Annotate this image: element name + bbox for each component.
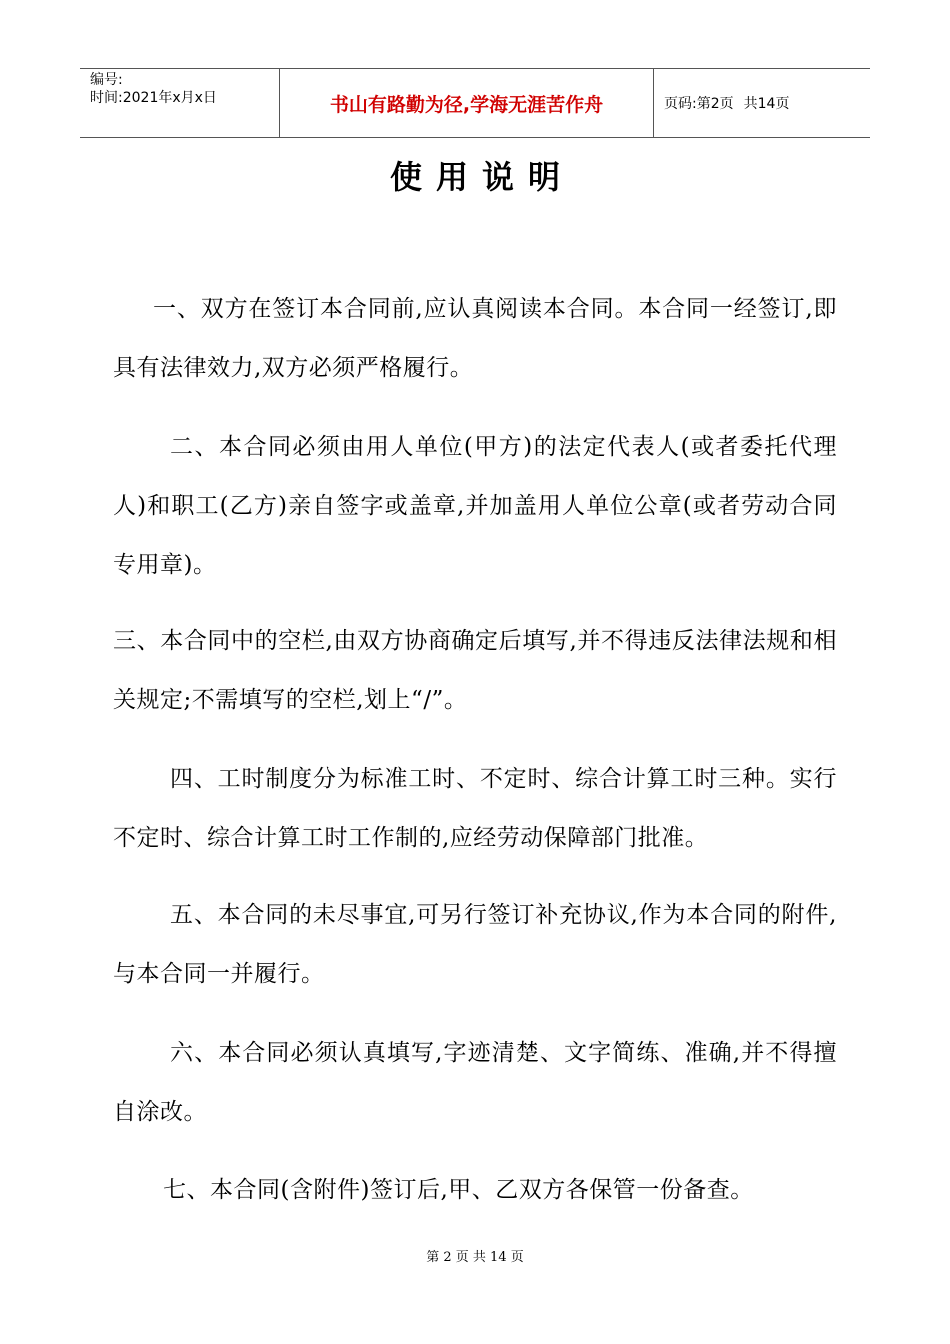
page-header (80, 68, 870, 138)
header-page-total: 共14页 (743, 96, 790, 112)
document-number-label: 编号: (90, 72, 123, 88)
paragraph-7: 七、本合同(含附件)签订后,甲、乙双方各保管一份备查。 (163, 1177, 754, 1203)
header-motto: 书山有路勤为径,学海无涯苦作舟 (280, 69, 654, 137)
paragraph-6: 六、本合同必须认真填写,字迹清楚、文字简练、准确,并不得擅自涂改。 (113, 1040, 837, 1125)
paragraph-3: 三、本合同中的空栏,由双方协商确定后填写,并不得违反法律法规和相关规定;不需填写的空栏,划上“/”。 (113, 628, 837, 713)
paragraph-2: 二、本合同必须由用人单位(甲方)的法定代表人(或者委托代理人)和职工(乙方)亲自签字或盖章,并加盖用人单位公章(或者劳动合同专用章)。 (113, 434, 837, 578)
header-page-info (654, 69, 870, 137)
paragraph-1: 一、双方在签订本合同前,应认真阅读本合同。本合同一经签订,即具有法律效力,双方必须严格履行。 (113, 296, 837, 381)
page-footer: 第 2 页 共 14 页 (426, 1250, 524, 1265)
document-date-label: 时间:2021年x月x日 (90, 90, 217, 106)
paragraph-4: 四、工时制度分为标准工时、不定时、综合计算工时三种。实行不定时、综合计算工时工作制的,应经劳动保障部门批准。 (113, 766, 837, 851)
header-meta (80, 69, 280, 137)
page-title: 使用说明 (389, 158, 574, 196)
paragraph-5: 五、本合同的未尽事宜,可另行签订补充协议,作为本合同的附件,与本合同一并履行。 (113, 902, 837, 987)
header-page-number: 页码:第2页 (664, 96, 734, 112)
